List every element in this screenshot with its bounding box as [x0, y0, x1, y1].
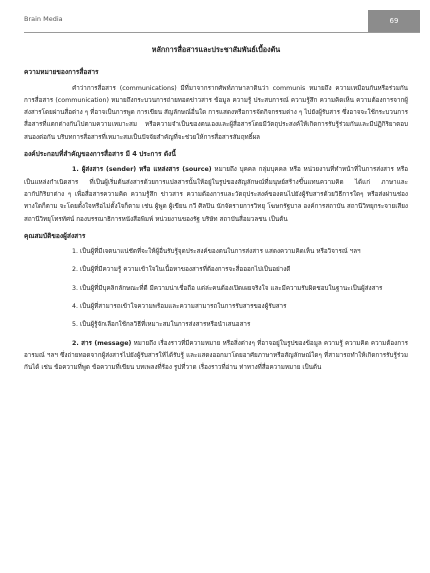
paragraph-message [24, 338, 408, 375]
paragraph-meaning: คำว่าการสื่อสาร (communications) มีที่มาจากรากศัพท์ภาษาลาตินว่า communis หมายถึง ความเหมือนกันหรือร่วมกัน การสื่อสาร (communication) หมายถึงกระบวนการถ่ายทอดข่าวสาร ข้อมูล ความรู้ ประสบการณ์ ความรู้สึก ความคิดเห็น ความต้องการจากผู้ส่งสารโดยผ่านสื่อต่าง ๆ ที่อาจเป็นการพูด การเขียน สัญลักษณ์อื่นใด การแสดงหรือการจัดกิจกรรมต่าง ๆ ไปยังผู้รับสาร ซึ่งอาจจะใช้กระบวนการสื่อสารที่แตกต่างกันไปตามความเหมาะสม หรือความจำเป็นของตนเองและผู้สื่อสารโดยมีวัตถุประสงค์ให้เกิดการรับรู้ร่วมกันและมีปฏิกิริยาตอบสนองต่อกัน บริบทการสื่อสารที่เหมาะสมเป็นปัจจัยสำคัญที่จะช่วยให้การสื่อสารสัมฤทธิ์ผล [24, 84, 408, 141]
paragraph-sender [24, 164, 408, 225]
list-item: 4. เป็นผู้ที่สามารถเข้าใจความพร้อมและความสามารถในการรับสารของผู้รับสาร [72, 303, 287, 311]
header-divider [24, 32, 420, 33]
message-description: หมายถึง เรื่องราวที่มีความหมาย หรือสิ่งต่างๆ ที่อาจอยู่ในรูปของข้อมูล ความรู้ ความคิด ความต้องการ อารมณ์ ฯลฯ ซึ่งถ่ายทอดจากผู้ส่งสารไปยังผู้รับสารให้ได้รับรู้ และแสดงออกมาโดยอาศัยภาษาหรือสัญลักษณ์ใดๆ ที่สามารถทำให้เกิดการรับรู้ร่วมกันได้ เช่น ข้อความที่พูด ข้อความที่เขียน บทเพลงที่ร้อง รูปที่วาด เรื่องราวที่อ่าน ท่าทางที่สื่อความหมาย เป็นต้น [24, 339, 408, 372]
publisher-label: Brain Media [24, 15, 63, 23]
page-number: 69 [389, 17, 399, 25]
section-heading-sender-qualities: คุณสมบัติของผู้ส่งสาร [24, 231, 86, 240]
message-term: 2. สาร (message) [72, 339, 132, 347]
list-item: 3. เป็นผู้ที่มีบุคลิกลักษณะที่ดี มีความน่าเชื่อถือ แต่ล่ะคนต้องเปิดเผยจริงใจ และมีความรับผิดชอบในฐานะเป็นผู้ส่งสาร [72, 284, 383, 292]
list-item: 5. เป็นผู้รู้จักเลือกใช้กลวิธีที่เหมาะสมในการส่งสารหรือนำเสนอสาร [72, 321, 251, 329]
sender-description: หมายถึง บุคคล กลุ่มบุคคล หรือ หน่วยงานที่ทำหน้าที่ในการส่งสาร หรือเป็นแหล่งกำเนิดสาร ที่เป็นผู้เริ่มต้นส่งสารด้วยการแปลสารนั้นให้อยู่ในรูปของสัญลักษณ์ที่มนุษย์สร้างขึ้นแทนความคิด ได้แก่ ภาษาและอากัปกิริยาต่าง ๆ เพื่อสื่อสารความคิด ความรู้สึก ข่าวสาร ความต้องการและวัตถุประสงค์ของตนไปยังผู้รับสารด้วยวิธีการใดๆ หรือส่งผ่านช่องทางใดก็ตาม จะโดยตั้งใจหรือไม่ตั้งใจก็ตาม เช่น ผู้พูด ผู้เขียน กวี ศิลปิน นักจัดรายการวิทยุ โฆษกรัฐบาล องค์การสถาบัน สถานีวิทยุกระจายเสียง สถานีวิทยุโทรทัศน์ กองบรรณาธิการหนังสือพิมพ์ หน่วยงานของรัฐ บริษัท สถาบันสื่อมวลชน เป็นต้น [24, 166, 408, 223]
section-heading-components: องค์ประกอบที่สำคัญของการสื่อสาร มี 4 ประการ ดังนี้ [24, 150, 176, 159]
page-header [0, 10, 430, 36]
list-item: 2. เป็นผู้ที่มีความรู้ ความเข้าใจในเนื้อหาของสารที่ต้องการจะสื่อออกไปเป็นอย่างดี [72, 266, 291, 274]
page-number-badge [368, 10, 420, 32]
document-body [24, 44, 408, 379]
list-item: 1. เป็นผู้ที่มีเจตนาแน่ชัดที่จะให้ผู้อื่นรับรู้จุดประสงค์ของตนในการส่งสาร แสดงความคิดเห็น หรือวิจารณ์ ฯลฯ [72, 248, 361, 256]
sender-term: 1. ผู้ส่งสาร (sender) หรือ แหล่งสาร (source) [72, 166, 212, 174]
section-heading-meaning: ความหมายของการสื่อสาร [24, 68, 99, 77]
document-title: หลักการสื่อสารและประชาสัมพันธ์เบื้องต้น [151, 45, 281, 54]
